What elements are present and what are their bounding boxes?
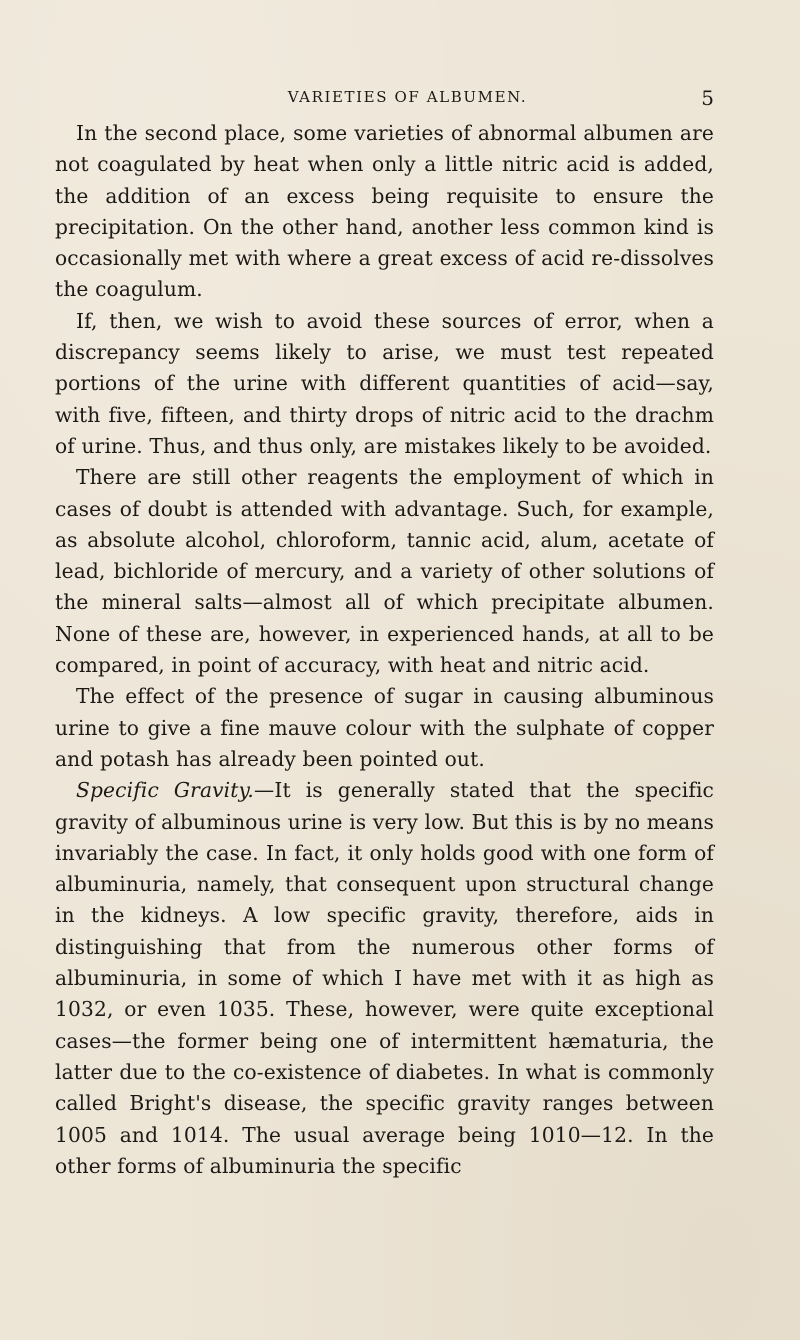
paragraph-text: The effect of the presence of sugar in causing albuminous urine to give a fine mauve colour with the sulphate of copper and potash has already been pointed out.: [55, 684, 714, 771]
running-head: [55, 88, 714, 112]
page-number: 5: [701, 86, 714, 110]
running-title: VARIETIES OF ALBUMEN.: [287, 88, 528, 106]
paragraph-text: In the second place, some varieties of abnormal albumen are not coagulated by heat when only a little nitric acid is added, the addition of an excess being requisite to ensure the precipitation. On the other hand, another less common kind is occasionally met with where a great excess of acid re-dissolves the coagulum.: [55, 121, 714, 302]
paragraph: [55, 462, 714, 681]
paragraph: [55, 681, 714, 775]
paragraph: [55, 306, 714, 462]
paragraph-text: If, then, we wish to avoid these sources of error, when a discrepancy seems likely to arise, we must test repeated portions of the urine with different quantities of acid—say, with five, fifteen, and thirty drops of nitric acid to the drachm of urine. Thus, and thus only, are mistakes likely to be avoided.: [55, 308, 714, 458]
paragraph: [55, 118, 714, 306]
body-text: [55, 118, 714, 1182]
section-heading-specific-gravity: Specific Gravity.: [76, 778, 254, 803]
paragraph-text: —It is generally stated that the specific gravity of albuminous urine is very low. But this is by no means invariably the case. In fact, it only holds good with one form of albuminuria, namely, that consequent upon structural change in the kidneys. A low specific gravity, therefore, aids in distinguishing that from the numerous other forms of albuminuria, in some of which I have met with it as high as 1032, or even 1035. These, however, were quite exceptional cases—the former being one of intermittent hæmaturia, the latter due to the co-existence of diabetes. In what is commonly called Bright's disease, the specific gravity ranges between 1005 and 1014. The usual average being 1010—12. In the other forms of albuminuria the specific: [55, 778, 715, 1178]
paragraph-text: There are still other reagents the employment of which in cases of doubt is attended with advantage. Such, for example, as absolute alcohol, chloroform, tannic acid, alum, acetate of lead, bichloride of mercury, and a variety of other solutions of the mineral salts—almost all of which precipitate albumen. None of these are, however, in experienced hands, at all to be compared, in point of accuracy, with heat and nitric acid.: [55, 465, 714, 678]
paragraph: [55, 775, 714, 1182]
